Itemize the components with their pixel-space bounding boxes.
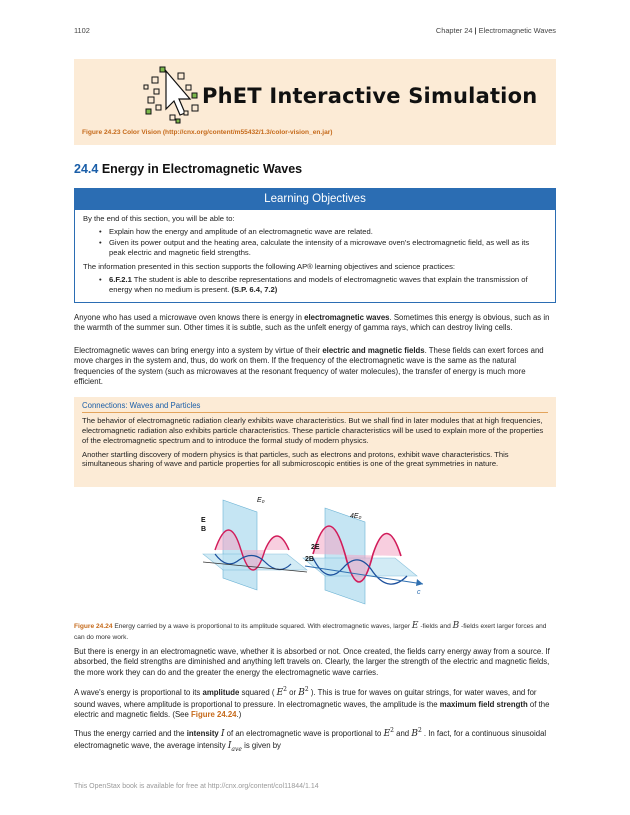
math-i: I (220, 729, 225, 739)
label-c: c (417, 589, 421, 596)
math-var: E (383, 729, 391, 739)
header-separator: | (472, 26, 479, 35)
page-number: 1102 (74, 26, 90, 35)
objectives-list (99, 227, 547, 258)
ap-practice: (S.P. 6.4, 7.2) (231, 285, 278, 295)
math-sup: 2 (390, 727, 394, 734)
connections-body (82, 416, 548, 473)
figure-reference-link[interactable]: Figure 24.24 (191, 710, 237, 720)
label-b: B (201, 526, 207, 533)
text: .) (236, 710, 242, 720)
term-amplitude: amplitude (202, 688, 240, 697)
math-var: B (411, 729, 418, 739)
term-electromagnetic-waves: electromagnetic waves (304, 313, 390, 322)
chapter-title: Electromagnetic Waves (478, 26, 556, 35)
connections-paragraph: The behavior of electromagnetic radiation clearly exhibits wave characteristics. But we shall find in later modules that at high frequencies, electromagnetic radiation also exhibits particle characteristics. These particle characteristics will be used to explain more of the properties of the electromagnetic spectrum and to introduce the formal study of modern physics. (82, 416, 544, 445)
text: or (287, 688, 299, 697)
page-footer: This OpenStax book is available for free at http://cnx.org/content/col11844/1.14 (74, 783, 319, 790)
learning-objectives-heading: Learning Objectives (75, 189, 555, 210)
math-sup: 2 (283, 686, 287, 693)
math-b-squared (298, 688, 308, 698)
ap-intro: The information presented in this section supports the following AP® learning objectives and science practices: (83, 262, 455, 272)
text: -fields and (418, 623, 453, 630)
chapter-heading (436, 26, 556, 36)
paragraph-amplitude (74, 686, 556, 720)
paragraph-energy-carried: But there is energy in an electromagnetic wave, whether it is absorbed or not. Once created, the fields carry energy away from a source. If absorbed, the field strengths are diminished and anything left travels on. Clearly, the larger the strength of the electric and magnetic fields, the more work they can do and the greater the energy the electromagnetic wave carries. (74, 647, 550, 677)
label-2b: 2B (305, 556, 314, 563)
math-sup: 2 (304, 686, 309, 693)
text: Electromagnetic waves can bring energy into a system by virtue of their (74, 346, 323, 355)
ap-text: The student is able to describe representations and models of electromagnetic waves that explain the transmission of energy when no medium is present. (109, 275, 528, 295)
paragraph-intensity (74, 727, 556, 754)
figure-caption (74, 620, 556, 643)
connections-paragraph: Another startling discovery of modern physics is that particles, such as electrons and protons, exhibit wave characteristics. This simultaneous sharing of wave and particle properties for all submicroscopic entities is one of the great symmetries in nature. (82, 449, 509, 469)
math-i-ave (228, 741, 242, 751)
objective-item: • Explain how the energy and amplitude of an electromagnetic wave are related. (99, 227, 547, 237)
math-b: B (452, 621, 460, 631)
chapter-label: Chapter 24 (435, 26, 473, 35)
text: Anyone who has used a microwave oven knows there is energy in (74, 313, 305, 322)
text: . Sometimes this energy is obvious, such as in the warmth of the summer sun. Other times it is subtle, such as the unfelt energy of gamma rays, which can destroy living cells. (74, 313, 550, 333)
learning-objectives-box (74, 188, 556, 303)
text: squared ( (239, 688, 277, 697)
connections-title: Connections: Waves and Particles (82, 401, 201, 410)
text: ). This is true for waves on guitar strings, for water waves, and for sound waves, where amplitude is proportional to pressure. In electromagnetic waves, the amplitude is the (74, 688, 537, 709)
ap-objective-item (99, 275, 547, 295)
text: Energy carried by a wave is proportional to its amplitude squared. With electromagnetic waves, larger (112, 623, 412, 630)
objective-item: • Given its power output and the heating area, calculate the intensity of a microwave oven's electromagnetic field, as well as its peak electric and magnetic field strengths. (99, 238, 547, 258)
text: is given by (241, 740, 281, 750)
text: Thus the energy carried and the (74, 729, 187, 738)
text: -fields exert larger forces and can do more work. (74, 623, 547, 642)
text: of the electric and magnetic fields. (See (74, 699, 550, 720)
label-2e: 2E (311, 544, 320, 551)
em-wave-figure (195, 494, 440, 614)
label-e: E (201, 517, 206, 524)
math-sup: 2 (417, 727, 422, 734)
phet-title: PhET Interactive Simulation (202, 84, 538, 108)
math-e-squared (384, 729, 394, 739)
section-title: Energy in Electromagnetic Waves (101, 162, 303, 176)
label-e0: E₀ (257, 497, 265, 504)
math-var: I (227, 740, 232, 751)
term-maximum-field-strength: maximum field strength (439, 699, 528, 709)
phet-caption-link[interactable]: Figure 24.23 Color Vision (http://cnx.org/content/m55432/1.3/color-vision_en.jar) (82, 129, 333, 136)
text: and (393, 729, 412, 738)
phet-cursor-logo-icon (140, 65, 202, 125)
math-var: E (276, 688, 284, 698)
learning-objectives-body (75, 210, 555, 304)
section-number: 24.4 (74, 162, 99, 176)
phet-simulation-box[interactable] (74, 59, 556, 145)
ap-objectives-list (99, 275, 547, 295)
text: of an electromagnetic wave is proportional to (224, 729, 384, 738)
text: A wave's energy is proportional to its (74, 688, 203, 697)
section-heading (74, 161, 302, 178)
math-b-squared (411, 729, 421, 739)
connections-divider (82, 412, 548, 413)
label-4e0: 4E₀ (350, 513, 362, 520)
paragraph-fields (74, 346, 556, 387)
text: . In fact, for a continuous sinusoidal electromagnetic wave, the average intensity (74, 729, 547, 750)
propagation-arrowhead-icon (416, 579, 423, 586)
math-sub: ave (231, 745, 242, 753)
term-electric-magnetic-fields: electric and magnetic fields (322, 346, 425, 355)
ap-code: 6.F.2.1 (109, 275, 132, 285)
paragraph-energy-intro (74, 313, 556, 334)
math-e-squared (277, 688, 287, 698)
math-var: B (298, 688, 305, 698)
figure-label: Figure 24.24 (74, 623, 113, 630)
connections-box (74, 397, 556, 487)
text: . These fields can exert forces and move charges in the system and, thus, do work on them. If the frequency of the electromagnetic wave is the same as the natural frequencies of the system (such as microwaves at the resonant frequency of water molecules), the transfer of energy is much more efficient. (74, 346, 544, 386)
math-e: E (411, 621, 419, 631)
objectives-intro: By the end of this section, you will be able to: (83, 214, 235, 223)
term-intensity: intensity (186, 729, 219, 738)
